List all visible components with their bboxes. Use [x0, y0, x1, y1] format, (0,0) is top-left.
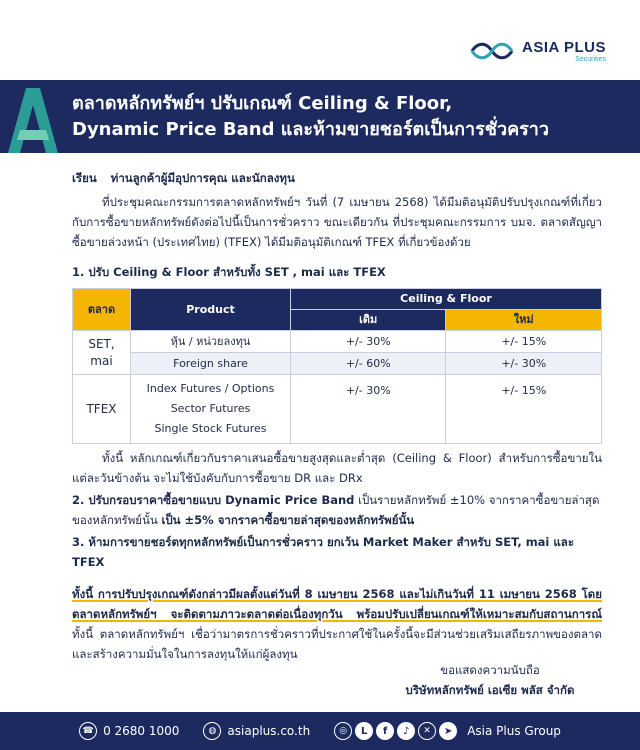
- new-value-cell: +/- 30%: [446, 353, 602, 375]
- company-name: บริษัทหลักทรัพย์ เอเซีย พลัส จำกัด: [405, 683, 575, 697]
- old-value-cell: +/- 60%: [291, 353, 446, 375]
- facebook-icon[interactable]: f: [376, 722, 394, 740]
- section-1-title: 1. ปรับ Ceiling & Floor สำหรับทั้ง SET , mai และ TFEX: [72, 265, 386, 279]
- header-market: ตลาด: [73, 289, 131, 331]
- new-value-cell: +/- 15%: [446, 331, 602, 353]
- table-row: [73, 331, 602, 353]
- phone-icon: ☎: [79, 722, 97, 740]
- phone-number: 0 2680 1000: [103, 724, 180, 738]
- line-icon[interactable]: L: [355, 722, 373, 740]
- tfex-products-cell: [131, 375, 291, 444]
- x-icon[interactable]: ✕: [418, 722, 436, 740]
- footer-phone[interactable]: [79, 722, 179, 740]
- signature-block: [380, 660, 600, 700]
- header-old: เดิม: [291, 310, 446, 331]
- asia-plus-logo: [468, 30, 618, 72]
- old-value-cell: +/- 30%: [291, 375, 446, 444]
- header-ceiling-floor: Ceiling & Floor: [291, 289, 602, 310]
- letter-body: [72, 168, 602, 664]
- header-new: ใหม่: [446, 310, 602, 331]
- point-2-heading: 2. ปรับกรอบราคาซื้อขายแบบ Dynamic Price Band: [72, 493, 355, 507]
- social-group-name: Asia Plus Group: [467, 724, 561, 738]
- market-set-label: SET,: [88, 336, 115, 351]
- product-item: Sector Futures: [170, 402, 251, 415]
- header-product: Product: [131, 289, 291, 331]
- table-row: [73, 353, 602, 375]
- intro-paragraph: ที่ประชุมคณะกรรมการตลาดหลักทรัพย์ฯ วันที่ (7 เมษายน 2568) ได้มีมติอนุมัติปรับปรุงเกณฑ์ที่เกี่ยวกับการซื้อขายหลักทรัพย์ดังต่อไปนี้เป็นการชั่วคราว ขณะเดียวกัน ที่ประชุมคณะกรรมการ บมจ. ตลาดสัญญาซื้อขายล่วงหน้า (ประเทศไทย) (TFEX) ได้มีมติอนุมัติเกณฑ์ TFEX ที่เกี่ยวข้องด้วย: [72, 195, 602, 249]
- closing-text: ขอแสดงความนับถือ: [440, 663, 540, 677]
- footer-website[interactable]: [203, 722, 310, 740]
- logo-name: ASIA PLUS: [522, 38, 606, 56]
- title-line-1: ตลาดหลักทรัพย์ฯ ปรับเกณฑ์ Ceiling & Floor,: [72, 93, 453, 114]
- closing-note-text: ทั้งนี้ ตลาดหลักทรัพย์ฯ เชื่อว่ามาตรการชั่วคราวที่ประกาศใช้ในครั้งนี้จะมีส่วนช่วยเสริมเสถียรภาพของตลาดและสร้างความมั่นใจในการลงทุนให้แก่ผู้ลงทุน: [72, 627, 602, 661]
- product-item: Single Stock Futures: [154, 422, 267, 435]
- point-2-text: เป็นรายหลักทรัพย์ ±10% จากราคาซื้อขายล่าสุดของหลักทรัพย์นั้น: [72, 493, 600, 527]
- effective-date-text: ทั้งนี้ การปรับปรุงเกณฑ์ดังกล่าวมีผลตั้งแต่วันที่ 8 เมษายน 2568 และไม่เกินวันที่ 11 เมษายน 2568 โดยตลาดหลักทรัพย์ฯ จะติดตามภาวะตลาดต่อเนื่องทุกวัน พร้อมปรับเปลี่ยนเกณฑ์ให้เหมาะสมกับสถานการณ์: [72, 587, 602, 621]
- market-set-mai: [73, 331, 131, 375]
- effective-date-note: [72, 584, 602, 664]
- salutation: [72, 168, 602, 188]
- point-2-new-band: เป็น ±5% จากราคาซื้อขายล่าสุดของหลักทรัพย์นั้น: [161, 513, 415, 527]
- salutation-label: เรียน: [72, 171, 97, 185]
- table-row: [73, 375, 602, 444]
- title-line-2: Dynamic Price Band และห้ามขายชอร์ตเป็นการชั่วคราว: [72, 119, 549, 140]
- new-value-cell: +/- 15%: [446, 375, 602, 444]
- point-3: 3. ห้ามการขายชอร์ตทุกหลักทรัพย์เป็นการชั่วคราว ยกเว้น Market Maker สำหรับ SET, mai และ TFEX: [72, 535, 575, 569]
- market-mai-label: mai: [90, 353, 113, 368]
- telegram-icon[interactable]: ➤: [439, 722, 457, 740]
- old-value-cell: +/- 30%: [291, 331, 446, 353]
- globe-icon: ◍: [203, 722, 221, 740]
- a-letter-mark-icon: [0, 80, 70, 153]
- product-cell: หุ้น / หน่วยลงทุน: [131, 331, 291, 353]
- salutation-text: ท่านลูกค้าผู้มีอุปการคุณ และนักลงทุน: [110, 171, 295, 185]
- product-item: Index Futures / Options: [146, 382, 275, 395]
- tiktok-icon[interactable]: ♪: [397, 722, 415, 740]
- logo-subtitle: Securities: [575, 55, 606, 63]
- point-2: [72, 490, 602, 530]
- instagram-icon[interactable]: ◎: [334, 722, 352, 740]
- page-title: [72, 91, 632, 143]
- ceiling-floor-note: ทั้งนี้ หลักเกณฑ์เกี่ยวกับราคาเสนอซื้อขายสูงสุดและต่ำสุด (Ceiling & Floor) สำหรับการซื้อขายในแต่ละวันข้างต้น จะไม่ใช้บังคับกับการซื้อขาย DR และ DRx: [72, 451, 602, 485]
- footer-bar: [0, 712, 640, 750]
- product-cell: Foreign share: [131, 353, 291, 375]
- ceiling-floor-table: [72, 288, 602, 444]
- market-tfex: TFEX: [73, 375, 131, 444]
- website-link: asiaplus.co.th: [227, 724, 311, 738]
- logo-mark-icon: [468, 40, 516, 62]
- social-icons: [334, 722, 457, 740]
